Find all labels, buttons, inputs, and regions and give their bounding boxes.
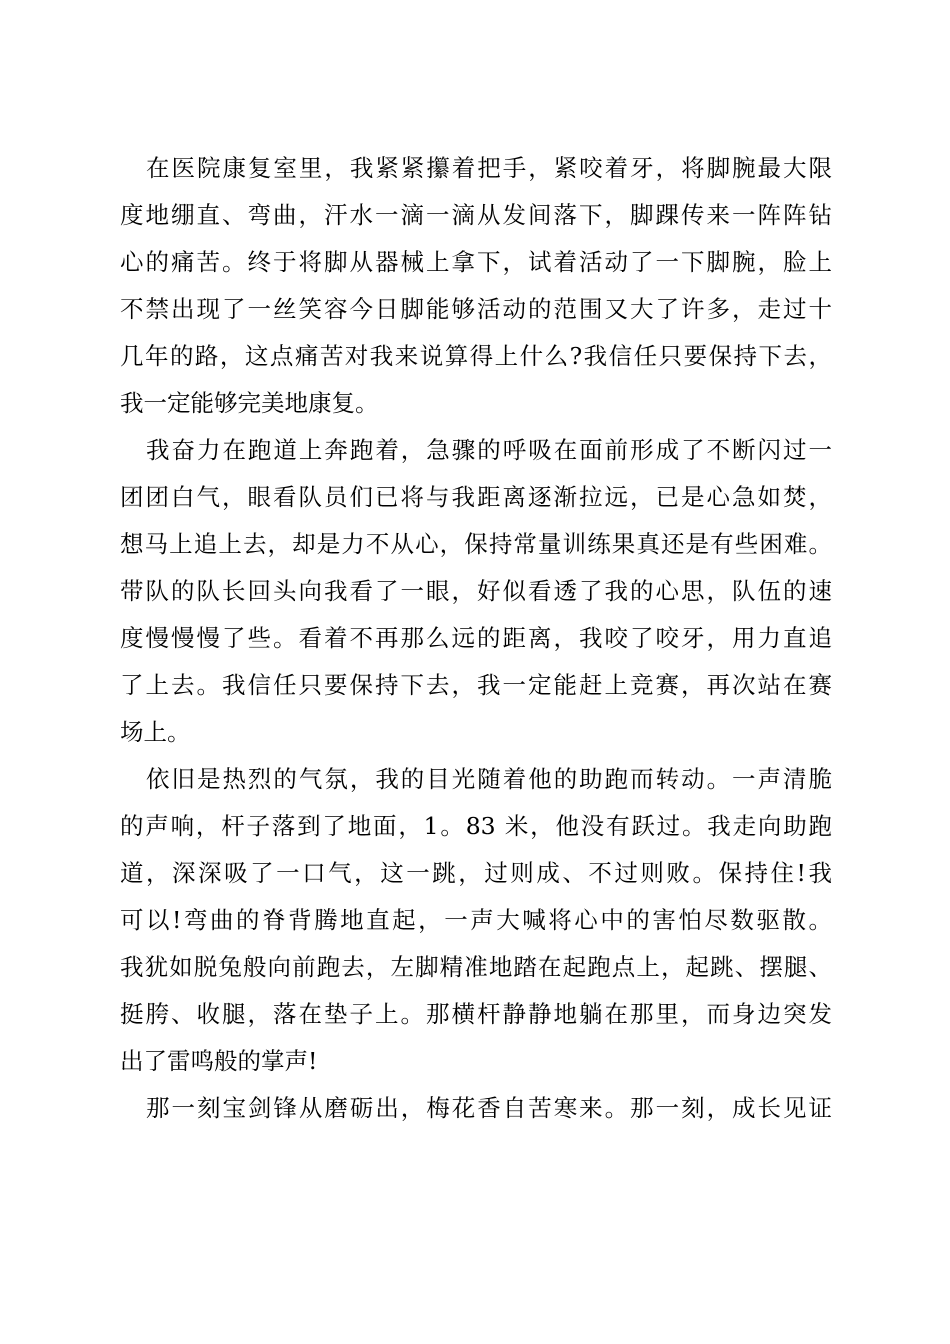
text-line: 我奋力在跑道上奔跑着，急骤的呼吸在面前形成了不断闪过一 <box>146 436 832 464</box>
text-line: 依旧是热烈的气氛，我的目光随着他的助跑而转动。一声清脆 <box>146 765 832 793</box>
text-line: 道，深深吸了一口气，这一跳，过则成、不过则败。保持住!我 <box>120 859 832 887</box>
text-line: 可以!弯曲的脊背腾地直起，一声大喊将心中的害怕尽数驱散。 <box>120 906 832 934</box>
paragraph <box>120 1085 832 1132</box>
text-line: 想马上追上去，却是力不从心，保持常量训练果真还是有些困难。 <box>120 530 832 558</box>
text-line: 我犹如脱兔般向前跑去，左脚精准地踏在起跑点上，起跳、摆腿、 <box>120 953 832 981</box>
text-line: 的声响，杆子落到了地面，1。83 米，他没有跃过。我走向助跑 <box>120 812 832 840</box>
text-line: 度慢慢慢了些。看着不再那么远的距离，我咬了咬牙，用力直追 <box>120 624 832 652</box>
text-line: 度地绷直、弯曲，汗水一滴一滴从发间落下，脚踝传来一阵阵钻 <box>120 201 832 229</box>
text-line: 了上去。我信任只要保持下去，我一定能赶上竞赛，再次站在赛 <box>120 671 832 699</box>
paragraph <box>120 756 832 1085</box>
text-line: 不禁出现了一丝笑容今日脚能够活动的范围又大了许多，走过十 <box>120 295 832 323</box>
text-line: 带队的队长回头向我看了一眼，好似看透了我的心思，队伍的速 <box>120 577 832 605</box>
text-line: 那一刻宝剑锋从磨砺出，梅花香自苦寒来。那一刻，成长见证 <box>146 1094 832 1122</box>
document-body <box>120 145 832 1132</box>
paragraph <box>120 145 832 427</box>
text-line: 场上。 <box>120 718 191 746</box>
text-line: 挺胯、收腿，落在垫子上。那横杆静静地躺在那里，而身边突发 <box>120 1000 832 1028</box>
text-line: 几年的路，这点痛苦对我来说算得上什么?我信任只要保持下去， <box>120 342 832 370</box>
text-line: 在医院康复室里，我紧紧攥着把手，紧咬着牙，将脚腕最大限 <box>146 154 832 182</box>
text-line: 心的痛苦。终于将脚从器械上拿下，试着活动了一下脚腕，脸上 <box>120 248 832 276</box>
text-line: 出了雷鸣般的掌声! <box>120 1047 318 1075</box>
paragraph <box>120 427 832 756</box>
text-line: 我一定能够完美地康复。 <box>120 389 379 417</box>
text-line: 团团白气，眼看队员们已将与我距离逐渐拉远，已是心急如焚， <box>120 483 832 511</box>
